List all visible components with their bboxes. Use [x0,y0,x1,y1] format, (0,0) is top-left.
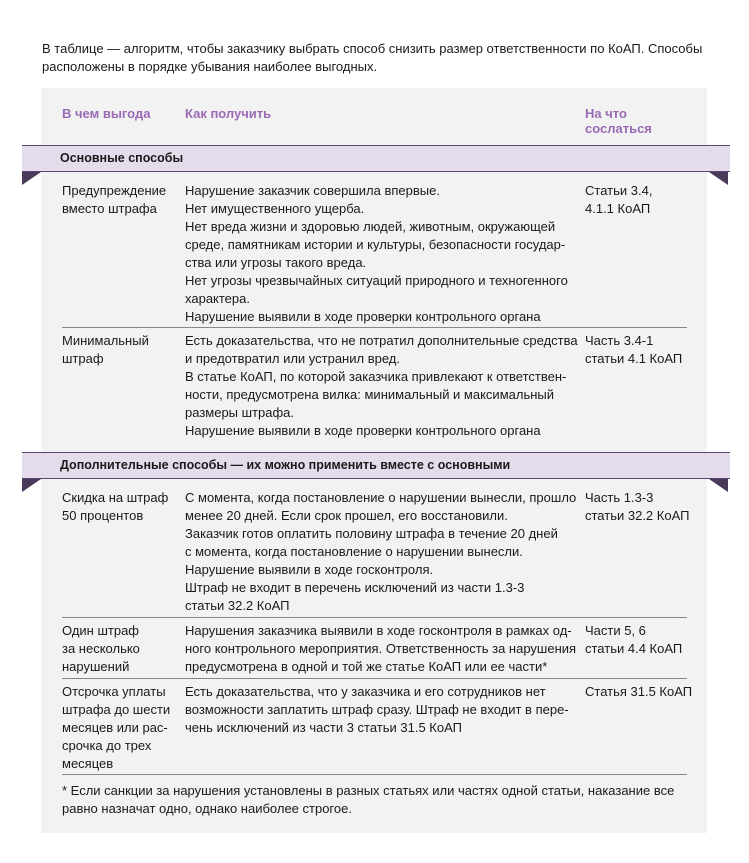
how-line: Нарушение выявили в ходе проверки контрольного органа [185,423,541,438]
header-ref-line1: На что [585,106,627,121]
benefit-line: Минимальный [62,333,149,348]
benefit-line: вместо штрафа [62,201,157,216]
how-line: статьи 32.2 КоАП [185,598,290,613]
header-benefit: В чем выгода [62,106,151,121]
row-ref [585,489,705,525]
benefit-line: срочка до трех [62,738,152,753]
row-how [185,683,580,737]
ref-line: Статьи 3.4, [585,183,653,198]
ref-line: Часть 1.3-3 [585,490,654,505]
benefit-line: Отсрочка уплаты [62,684,166,699]
benefit-line: 50 процентов [62,508,144,523]
row-divider [62,678,687,679]
how-line: ства или угрозы такого вреда. [185,255,367,270]
ref-line: статьи 4.1 КоАП [585,351,683,366]
how-line: Нарушение выявили в ходе госконтроля. [185,562,434,577]
header-ref [585,106,652,136]
how-line: В статье КоАП, по которой заказчика привлекают к ответствен- [185,369,567,384]
row-how [185,182,580,326]
row-how [185,332,580,440]
footnote: * Если санкции за нарушения установлены в разных статьях или частях одной статьи, наказание все равно назначат одно, однако наиболее строгое. [62,783,675,816]
ref-line: 4.1.1 КоАП [585,201,651,216]
band-fold-left [22,479,41,492]
row-divider [62,617,687,618]
band-fold-right [709,172,728,185]
how-line: Нарушение заказчик совершила впервые. [185,183,440,198]
how-line: предусмотрена в одной и той же статье КоАП или ее части* [185,659,548,674]
benefit-line: месяцев или рас- [62,720,168,735]
ref-line: Часть 3.4-1 [585,333,654,348]
how-line: размеры штрафа. [185,405,295,420]
row-ref [585,622,705,658]
row-ref [585,332,705,368]
section-title: Дополнительные способы — их можно применить вместе с основными [60,458,511,472]
benefit-line: Один штраф [62,623,140,638]
benefit-line: месяцев [62,756,114,771]
row-benefit [62,332,180,368]
benefit-line: нарушений [62,659,130,674]
row-benefit [62,622,180,676]
band-fold-right [709,479,728,492]
how-line: среде, памятникам истории и культуры, безопасности государ- [185,237,566,252]
ref-line: статьи 32.2 КоАП [585,508,690,523]
row-how [185,622,580,676]
benefit-line: Скидка на штраф [62,490,169,505]
header-how: Как получить [185,106,272,121]
section-band-main [22,145,730,172]
row-ref [585,683,705,701]
row-ref [585,182,705,218]
how-line: Нет вреда жизни и здоровью людей, животным, окружающей [185,219,556,234]
how-line: Есть доказательства, что у заказчика и его сотрудников нет [185,684,546,699]
section-title: Основные способы [60,151,184,165]
row-benefit [62,489,180,525]
row-benefit [62,683,180,773]
row-benefit [62,182,180,218]
how-line: возможности заплатить штраф сразу. Штраф не входит в пере- [185,702,569,717]
how-line: ности, предусмотрена вилка: минимальный и максимальный [185,387,555,402]
band-fold-left [22,172,41,185]
how-line: чень исключений из части 3 статьи 31.5 КоАП [185,720,462,735]
how-line: Заказчик готов оплатить половину штрафа в течение 20 дней [185,526,558,541]
benefit-line: Предупреждение [62,183,167,198]
how-line: ного контрольного мероприятия. Ответственность за нарушения [185,641,577,656]
how-line: Нет имущественного ущерба. [185,201,365,216]
how-line: с момента, когда постановление о нарушении вынесли. [185,544,523,559]
intro-text: В таблице — алгоритм, чтобы заказчику выбрать способ снизить размер ответственности по КоАП. Способы расположены в порядке убывания наиболее выгодных. [42,41,703,74]
row-divider [62,327,687,328]
how-line: Штраф не входит в перечень исключений из части 1.3-3 [185,580,525,595]
how-line: менее 20 дней. Если срок прошел, его восстановили. [185,508,508,523]
benefit-line: штрафа до шести [62,702,171,717]
how-line: Нарушения заказчика выявили в ходе госконтроля в рамках од- [185,623,572,638]
ref-line: Части 5, 6 [585,623,646,638]
section-band-extra [22,452,730,479]
benefit-line: за несколько [62,641,140,656]
ref-line: статьи 4.4 КоАП [585,641,683,656]
benefit-line: штраф [62,351,104,366]
row-how [185,489,580,615]
how-line: Есть доказательства, что не потратил дополнительные средства [185,333,578,348]
how-line: характера. [185,291,250,306]
how-line: и предотвратил или устранил вред. [185,351,400,366]
footnote-divider [62,774,687,775]
how-line: Нет угрозы чрезвычайных ситуаций природного и техногенного [185,273,568,288]
how-line: С момента, когда постановление о нарушении вынесли, прошло [185,490,577,505]
header-ref-line2: сослаться [585,121,652,136]
how-line: Нарушение выявили в ходе проверки контрольного органа [185,309,541,324]
ref-line: Статья 31.5 КоАП [585,684,693,699]
